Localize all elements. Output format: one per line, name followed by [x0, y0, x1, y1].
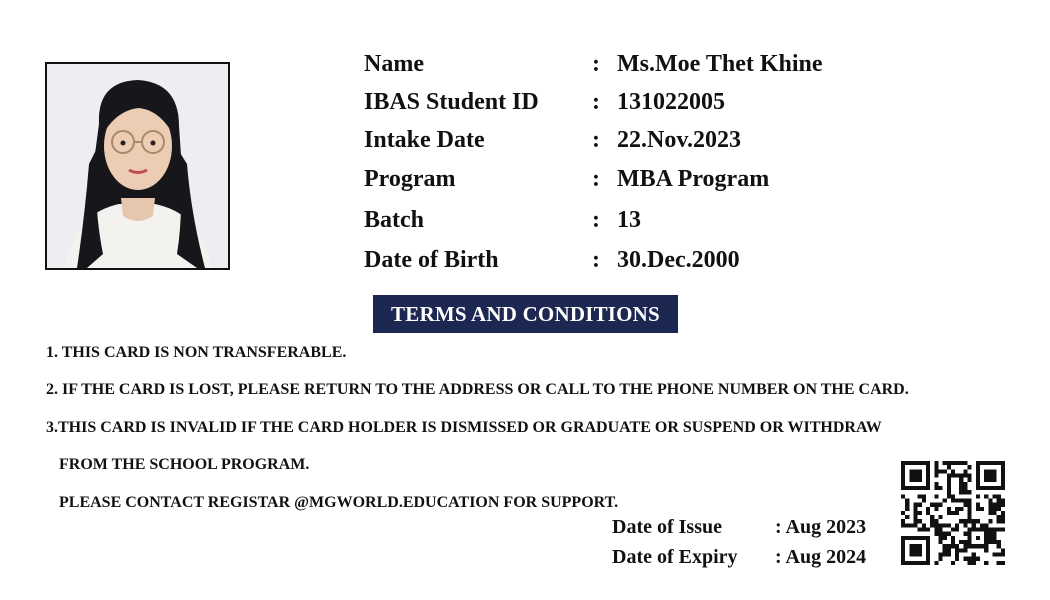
student-name: Ms.Moe Thet Khine [617, 51, 823, 77]
batch-row [364, 207, 884, 239]
field-separator: : [592, 207, 600, 233]
field-separator: : [592, 247, 600, 273]
intake-date-row [364, 127, 884, 159]
student-id-row [364, 89, 884, 121]
qr-code-icon [901, 461, 1005, 565]
field-label: Intake Date [364, 127, 485, 153]
field-label: IBAS Student ID [364, 89, 539, 115]
student-photo [45, 62, 230, 270]
date-of-birth-row [364, 247, 884, 279]
program-row [364, 166, 884, 198]
qr-code-graphic [901, 461, 1005, 565]
validity-dates [612, 516, 892, 586]
student-id: 131022005 [617, 89, 725, 115]
expiry-date-label: Date of Expiry [612, 546, 738, 568]
terms-heading: TERMS AND CONDITIONS [373, 295, 678, 333]
terms-line: PLEASE CONTACT REGISTAR @MGWORLD.EDUCATION FOR SUPPORT. [59, 494, 619, 511]
expiry-date-row [612, 546, 892, 574]
terms-line: 1. THIS CARD IS NON TRANSFERABLE. [46, 344, 347, 361]
student-info [364, 0, 884, 290]
name-row [364, 51, 884, 83]
field-separator: : [592, 127, 600, 153]
terms-line: FROM THE SCHOOL PROGRAM. [59, 456, 310, 473]
issue-date-label: Date of Issue [612, 516, 722, 538]
issue-date-value: : Aug 2023 [775, 516, 867, 538]
issue-date-row [612, 516, 892, 544]
field-separator: : [592, 166, 600, 192]
date-of-birth: 30.Dec.2000 [617, 247, 740, 273]
program: MBA Program [617, 166, 770, 192]
student-portrait-image [47, 64, 228, 268]
field-label: Program [364, 166, 456, 192]
expiry-date-value: : Aug 2024 [775, 546, 867, 568]
field-separator: : [592, 51, 600, 77]
intake-date: 22.Nov.2023 [617, 127, 742, 153]
field-label: Batch [364, 207, 424, 233]
batch: 13 [617, 207, 641, 233]
terms-line: 3.THIS CARD IS INVALID IF THE CARD HOLDER IS DISMISSED OR GRADUATE OR SUSPEND OR WITHDRAW [46, 419, 882, 436]
terms-line: 2. IF THE CARD IS LOST, PLEASE RETURN TO THE ADDRESS OR CALL TO THE PHONE NUMBER ON THE CARD. [46, 381, 909, 398]
field-label: Date of Birth [364, 247, 499, 273]
field-separator: : [592, 89, 600, 115]
field-label: Name [364, 51, 424, 77]
